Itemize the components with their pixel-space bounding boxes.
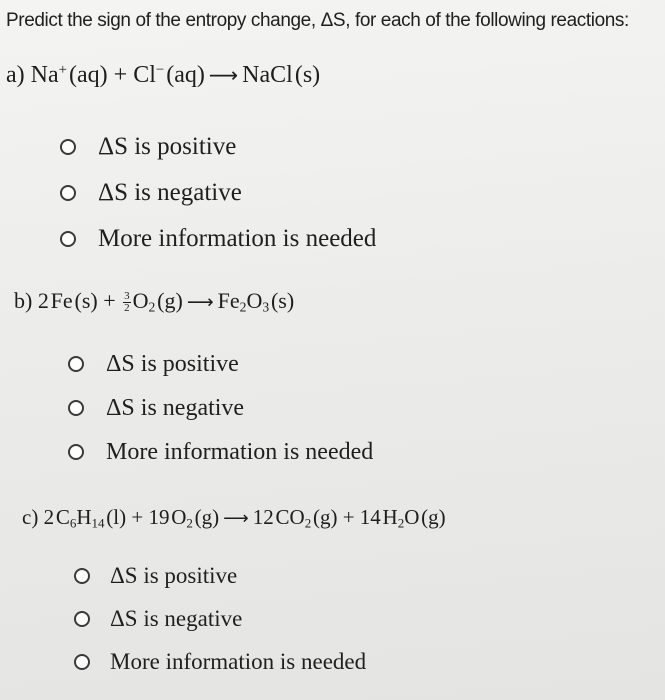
prompt-text-before: Predict the sign of the entropy change, xyxy=(6,10,321,31)
question-prompt xyxy=(6,10,629,32)
radio-circle-icon[interactable] xyxy=(74,611,90,627)
reaction-arrow-icon: ⟶ xyxy=(223,508,249,529)
prompt-text-after: , for each of the following reactions: xyxy=(345,10,629,31)
radio-circle-icon[interactable] xyxy=(60,231,76,247)
reaction-a-formula: Na+ (aq) + Cl− (aq) ⟶ NaCl (s) xyxy=(30,61,321,88)
reaction-c-option-negative[interactable] xyxy=(74,597,366,640)
option-label: ΔS is negative xyxy=(98,179,242,206)
reaction-c-formula: 2 $C_6H_{14}$ (l) + 19 $O_2$ (g) ⟶ 12 $CO_2$ (g) + 14 $H_2O$ (g) xyxy=(43,505,446,531)
radio-circle-icon[interactable] xyxy=(74,568,90,584)
radio-circle-icon[interactable] xyxy=(68,356,84,372)
reaction-arrow-icon: ⟶ xyxy=(208,63,239,87)
reaction-b-formula: 2 Fe (s) + $\frac{3}{2}$ $O_2$ (g) ⟶ $Fe_2O_3$ (s) xyxy=(37,288,295,315)
reaction-a-options xyxy=(60,124,376,262)
option-label: ΔS is positive xyxy=(106,350,239,377)
reaction-c-options xyxy=(74,554,366,683)
prompt-delta-symbol: ΔS xyxy=(320,10,346,31)
option-label: More information is needed xyxy=(106,438,374,465)
radio-circle-icon[interactable] xyxy=(68,444,84,460)
reaction-a-option-negative[interactable] xyxy=(60,170,376,216)
option-label: More information is needed xyxy=(98,225,377,252)
reaction-arrow-icon: ⟶ xyxy=(186,292,214,313)
radio-circle-icon[interactable] xyxy=(60,139,76,155)
option-label: ΔS is negative xyxy=(110,605,243,631)
reaction-b-option-positive[interactable] xyxy=(68,342,373,386)
reaction-a-label: a) xyxy=(6,62,25,88)
reaction-b-option-negative[interactable] xyxy=(68,386,373,430)
reaction-a-equation xyxy=(6,62,320,89)
option-label: ΔS is positive xyxy=(98,133,237,160)
reaction-c-equation xyxy=(22,505,446,530)
reaction-c-option-more-info[interactable] xyxy=(74,640,366,683)
option-label: ΔS is positive xyxy=(110,562,238,588)
radio-circle-icon[interactable] xyxy=(74,654,90,670)
reaction-a-option-positive[interactable] xyxy=(60,124,376,170)
reaction-c-option-positive[interactable] xyxy=(74,554,366,597)
reaction-c-label: c) xyxy=(22,505,39,529)
radio-circle-icon[interactable] xyxy=(68,400,84,416)
radio-circle-icon[interactable] xyxy=(60,185,76,201)
reaction-a-option-more-info[interactable] xyxy=(60,216,376,262)
reaction-b-equation xyxy=(14,288,294,314)
option-label: ΔS is negative xyxy=(106,394,245,421)
reaction-b-option-more-info[interactable] xyxy=(68,430,373,474)
fraction-three-halves: $\frac{3}{2}$ xyxy=(124,290,130,315)
option-label: More information is needed xyxy=(110,648,367,674)
reaction-b-options xyxy=(68,342,373,474)
reaction-b-label: b) xyxy=(14,288,33,313)
